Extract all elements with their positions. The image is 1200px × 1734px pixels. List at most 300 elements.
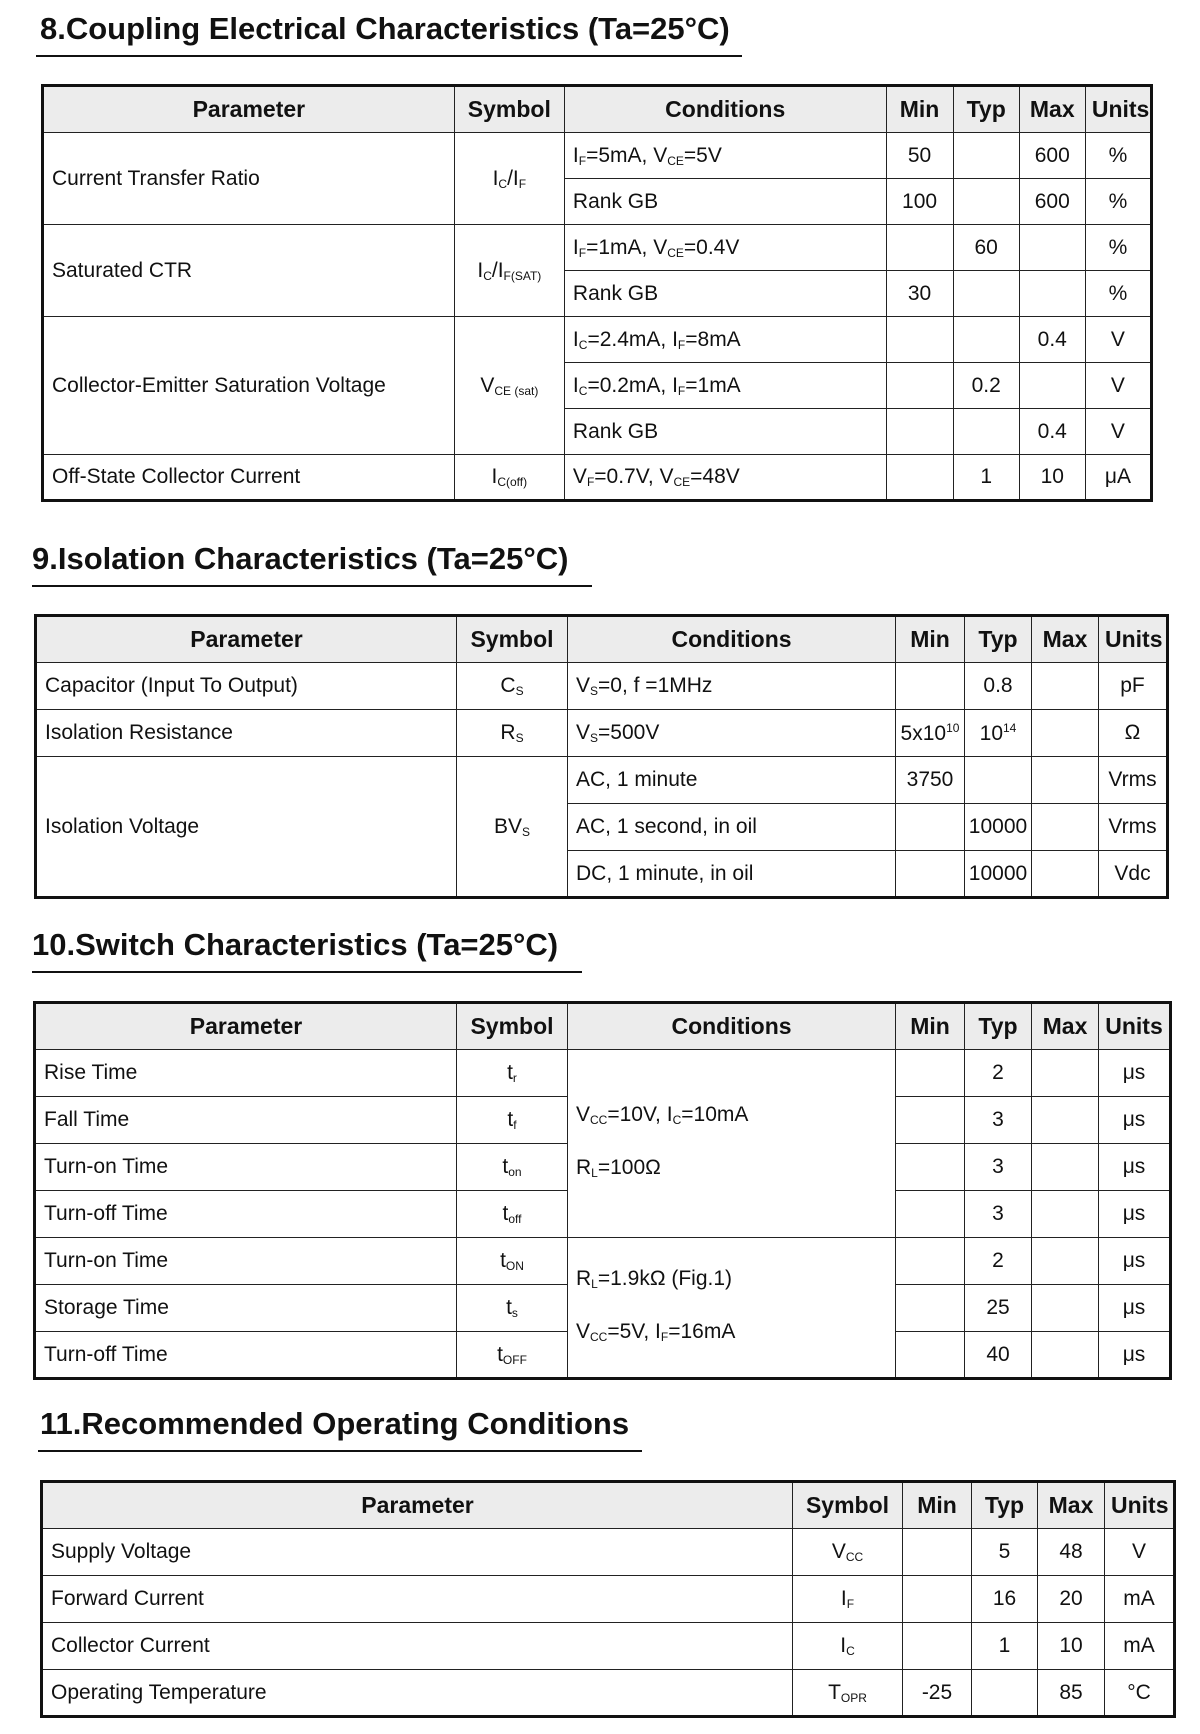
unit-cell: % (1085, 225, 1151, 271)
unit-cell: % (1085, 133, 1151, 179)
min-cell (896, 1238, 965, 1285)
min-cell (896, 851, 965, 898)
header-units: Units (1085, 86, 1151, 133)
condition-cell (564, 317, 886, 363)
condition-cell (564, 409, 886, 455)
unit-cell: V (1105, 1529, 1175, 1576)
unit-cell: Ω (1099, 710, 1168, 757)
typ-cell: 5 (972, 1529, 1038, 1576)
param-cell: Storage Time (35, 1285, 457, 1332)
symbol-cell (793, 1576, 903, 1623)
subscript-text: F (518, 176, 527, 191)
main-text: /I (507, 166, 519, 190)
symbol-cell (457, 1238, 568, 1285)
symbol-cell (457, 757, 568, 898)
main-text: AC, 1 minute (576, 768, 698, 791)
main-text: R (500, 721, 516, 744)
param-cell: Operating Temperature (42, 1670, 793, 1717)
unit-cell: pF (1099, 663, 1168, 710)
symbol-cell (793, 1623, 903, 1670)
condition-group-b (568, 1238, 896, 1379)
header-parameter: Parameter (36, 616, 457, 663)
symbol-cell (457, 663, 568, 710)
min-cell (896, 1097, 965, 1144)
min-cell (896, 1144, 965, 1191)
main-text: R (576, 1266, 592, 1290)
table-row (42, 1529, 1175, 1576)
header-min: Min (886, 86, 953, 133)
subscript-text: S (515, 731, 524, 745)
main-text: V (572, 465, 587, 488)
main-text: /I (491, 258, 504, 282)
typ-cell: 40 (965, 1332, 1032, 1379)
unit-cell: μs (1099, 1050, 1171, 1097)
min-cell (903, 1576, 972, 1623)
max-cell: 48 (1038, 1529, 1105, 1576)
min-base: 5x10 (900, 721, 947, 745)
condition-cell (564, 179, 886, 225)
condition-cell (564, 455, 886, 501)
header-conditions: Conditions (568, 616, 896, 663)
min-cell (886, 363, 953, 409)
main-text: BV (493, 814, 522, 838)
param-cell: Isolation Resistance (36, 710, 457, 757)
max-cell (1032, 1050, 1099, 1097)
max-cell (1032, 1097, 1099, 1144)
subscript-text: F (677, 337, 686, 352)
section-9-title: 9.Isolation Characteristics (Ta=25°C) (32, 541, 569, 576)
header-symbol: Symbol (454, 86, 564, 133)
typ-cell (953, 133, 1019, 179)
main-text: t (502, 1155, 509, 1178)
max-cell: 600 (1019, 179, 1085, 225)
min-cell (886, 225, 953, 271)
unit-cell: μs (1099, 1144, 1171, 1191)
symbol-cell (457, 1285, 568, 1332)
symbol-cell (454, 225, 564, 317)
main-text: =0.2mA, I (587, 373, 678, 397)
typ-cell: 10000 (965, 804, 1032, 851)
typ-cell (965, 757, 1032, 804)
main-text: =16mA (668, 1319, 736, 1343)
main-text: =500V (598, 721, 660, 744)
header-max: Max (1032, 616, 1099, 663)
max-cell: 0.4 (1019, 317, 1085, 363)
header-typ: Typ (965, 1003, 1032, 1050)
typ-cell (953, 317, 1019, 363)
unit-cell: μs (1099, 1332, 1171, 1379)
max-cell (1032, 1191, 1099, 1238)
condition-line (576, 1308, 889, 1361)
min-cell (896, 1191, 965, 1238)
condition-cell (564, 133, 886, 179)
switch-characteristics-table (33, 1001, 1172, 1380)
main-text: DC, 1 minute, in oil (576, 861, 754, 885)
main-text: =10mA (681, 1102, 749, 1126)
unit-cell: μs (1099, 1097, 1171, 1144)
section-11-title: 11.Recommended Operating Conditions (40, 1406, 630, 1441)
header-symbol: Symbol (457, 1003, 568, 1050)
main-text: I (572, 373, 579, 397)
main-text: =0, f =1MHz (598, 674, 713, 697)
max-cell (1032, 1144, 1099, 1191)
main-text: =5V, I (607, 1319, 661, 1343)
condition-line (576, 1091, 889, 1144)
min-cell (896, 663, 965, 710)
typ-cell: 2 (965, 1050, 1032, 1097)
main-text: V (480, 373, 495, 397)
unit-cell: V (1085, 363, 1151, 409)
header-min: Min (896, 1003, 965, 1050)
subscript-text: C (578, 337, 588, 352)
subscript-text: CE (667, 153, 684, 168)
main-text: =100Ω (597, 1155, 661, 1179)
typ-cell (953, 271, 1019, 317)
condition-cell (568, 663, 896, 710)
max-cell (1019, 363, 1085, 409)
typ-cell: 2 (965, 1238, 1032, 1285)
min-cell (886, 409, 953, 455)
param-cell: Forward Current (42, 1576, 793, 1623)
header-typ: Typ (972, 1482, 1038, 1529)
subscript-text: F (660, 1329, 669, 1344)
param-cell: Saturated CTR (43, 225, 455, 317)
main-text: I (491, 465, 498, 488)
header-conditions: Conditions (564, 86, 886, 133)
table-row (43, 225, 1152, 271)
main-text: T (828, 1680, 841, 1704)
main-text: R (576, 1155, 592, 1179)
condition-cell (568, 757, 896, 804)
subscript-text: F (846, 1597, 855, 1611)
subscript-text: C(off) (497, 475, 528, 489)
main-text: V (576, 1102, 591, 1126)
header-typ: Typ (965, 616, 1032, 663)
table-row (43, 133, 1152, 179)
main-text: =0.7V, V (594, 465, 674, 488)
condition-group-a (568, 1050, 896, 1238)
subscript-text: S (515, 684, 524, 698)
min-cell (886, 317, 953, 363)
subscript-text: CE (673, 475, 691, 489)
condition-cell (568, 851, 896, 898)
section-8-title: 8.Coupling Electrical Characteristics (Ta=25°C) (40, 11, 730, 46)
main-text: =0.4V (683, 235, 740, 259)
subscript-text: CC (590, 1112, 608, 1127)
subscript-text: CC (845, 1550, 864, 1564)
symbol-cell (454, 317, 564, 455)
subscript-text: S (590, 731, 599, 745)
typ-exponent: 14 (1003, 720, 1017, 735)
section-10-title: 10.Switch Characteristics (Ta=25°C) (32, 927, 559, 962)
min-exponent: 10 (946, 720, 960, 735)
max-cell (1032, 710, 1099, 757)
isolation-characteristics-table (34, 614, 1169, 899)
symbol-cell (457, 710, 568, 757)
param-cell: Turn-off Time (35, 1332, 457, 1379)
table-row (42, 1670, 1175, 1717)
section-10-underline (32, 971, 582, 973)
typ-cell: 1 (972, 1623, 1038, 1670)
main-text: =48V (690, 465, 740, 488)
subscript-text: F(SAT) (503, 268, 542, 283)
max-cell (1032, 757, 1099, 804)
unit-cell: Vdc (1099, 851, 1168, 898)
max-cell (1019, 225, 1085, 271)
table-row (36, 757, 1168, 804)
subscript-text: S (590, 684, 599, 698)
param-cell: Supply Voltage (42, 1529, 793, 1576)
symbol-cell (793, 1670, 903, 1717)
main-text: t (497, 1342, 503, 1366)
table-row (42, 1623, 1175, 1670)
typ-base: 10 (979, 721, 1003, 745)
unit-cell: °C (1105, 1670, 1175, 1717)
typ-cell: 3 (965, 1191, 1032, 1238)
typ-cell: 3 (965, 1097, 1032, 1144)
main-text: =5V (683, 143, 722, 167)
table-header-row (36, 616, 1168, 663)
subscript-text: OPR (840, 1690, 867, 1705)
typ-cell (972, 1670, 1038, 1717)
main-text: I (840, 1587, 847, 1610)
max-cell (1032, 1285, 1099, 1332)
subscript-text: F (586, 475, 595, 489)
main-text: t (506, 1296, 512, 1319)
min-cell (903, 1529, 972, 1576)
header-typ: Typ (953, 86, 1019, 133)
param-cell: Fall Time (35, 1097, 457, 1144)
min-cell (896, 1332, 965, 1379)
header-parameter: Parameter (43, 86, 455, 133)
main-text: V (831, 1540, 846, 1563)
subscript-text: C (578, 383, 588, 398)
unit-cell: μA (1085, 455, 1151, 501)
main-text: I (492, 166, 499, 190)
table-row (43, 455, 1152, 501)
main-text: V (576, 1319, 591, 1343)
max-cell: 0.4 (1019, 409, 1085, 455)
min-cell: -25 (903, 1670, 972, 1717)
main-text: =8mA (685, 327, 741, 351)
max-cell (1032, 804, 1099, 851)
min-cell: 30 (886, 271, 953, 317)
typ-cell: 3 (965, 1144, 1032, 1191)
typ-cell: 16 (972, 1576, 1038, 1623)
condition-cell (568, 804, 896, 851)
table-header-row (42, 1482, 1175, 1529)
param-cell: Isolation Voltage (36, 757, 457, 898)
main-text: =10V, I (607, 1102, 673, 1126)
unit-cell: μs (1099, 1285, 1171, 1332)
main-text: I (572, 235, 579, 259)
main-text: =1mA, V (586, 235, 668, 259)
symbol-cell (457, 1144, 568, 1191)
max-cell (1019, 271, 1085, 317)
condition-line (576, 1144, 889, 1197)
param-cell: Turn-off Time (35, 1191, 457, 1238)
subscript-text: off (508, 1212, 522, 1226)
typ-cell (953, 179, 1019, 225)
typ-cell: 0.2 (953, 363, 1019, 409)
main-text: Rank GB (572, 419, 659, 443)
main-text: V (576, 721, 591, 744)
table-row (35, 1238, 1171, 1285)
condition-cell (564, 271, 886, 317)
main-text: C (500, 674, 516, 697)
condition-cell (568, 710, 896, 757)
header-min: Min (903, 1482, 972, 1529)
header-symbol: Symbol (457, 616, 568, 663)
main-text: AC, 1 second, in oil (576, 815, 757, 838)
param-cell: Off-State Collector Current (43, 455, 455, 501)
subscript-text: C (672, 1112, 682, 1127)
main-text: Rank GB (572, 189, 659, 213)
unit-cell: % (1085, 271, 1151, 317)
unit-cell: μs (1099, 1238, 1171, 1285)
param-cell: Rise Time (35, 1050, 457, 1097)
max-cell (1032, 663, 1099, 710)
typ-cell (965, 710, 1032, 757)
unit-cell: Vrms (1099, 757, 1168, 804)
unit-cell: mA (1105, 1576, 1175, 1623)
typ-cell (953, 409, 1019, 455)
unit-cell: μs (1099, 1191, 1171, 1238)
table-row (43, 317, 1152, 363)
table-header-row (43, 86, 1152, 133)
main-text: I (572, 327, 579, 351)
min-cell (896, 804, 965, 851)
symbol-cell (457, 1332, 568, 1379)
section-8-underline (36, 55, 742, 57)
min-cell (896, 1285, 965, 1332)
param-cell: Capacitor (Input To Output) (36, 663, 457, 710)
typ-cell: 1 (953, 455, 1019, 501)
table-header-row (35, 1003, 1171, 1050)
subscript-text: ON (505, 1259, 524, 1273)
header-symbol: Symbol (793, 1482, 903, 1529)
typ-cell: 10000 (965, 851, 1032, 898)
header-parameter: Parameter (35, 1003, 457, 1050)
subscript-text: s (511, 1306, 518, 1320)
symbol-cell (454, 133, 564, 225)
max-cell (1032, 1238, 1099, 1285)
header-units: Units (1099, 1003, 1171, 1050)
subscript-text: F (578, 153, 587, 168)
main-text: I (572, 143, 579, 167)
symbol-cell (454, 455, 564, 501)
subscript-text: F (677, 383, 686, 398)
param-cell: Turn-on Time (35, 1238, 457, 1285)
typ-cell: 60 (953, 225, 1019, 271)
symbol-cell (457, 1050, 568, 1097)
min-cell (896, 1050, 965, 1097)
subscript-text: F (578, 245, 587, 260)
typ-cell: 25 (965, 1285, 1032, 1332)
max-cell: 10 (1019, 455, 1085, 501)
subscript-text: CE (667, 245, 684, 260)
condition-cell (564, 225, 886, 271)
main-text: t (507, 1108, 514, 1131)
subscript-text: CE (sat) (494, 383, 539, 398)
main-text: I (477, 258, 484, 282)
main-text: Rank GB (572, 281, 659, 305)
main-text: t (500, 1249, 506, 1272)
main-text: =1mA (685, 373, 741, 397)
section-9-underline (32, 585, 592, 587)
condition-cell (564, 363, 886, 409)
max-cell: 20 (1038, 1576, 1105, 1623)
main-text: =5mA, V (586, 143, 668, 167)
subscript-text: C (498, 176, 508, 191)
header-units: Units (1099, 616, 1168, 663)
header-units: Units (1105, 1482, 1175, 1529)
section-11-underline (38, 1450, 642, 1452)
coupling-characteristics-table (41, 84, 1153, 502)
condition-line (576, 1255, 889, 1308)
unit-cell: V (1085, 409, 1151, 455)
header-parameter: Parameter (42, 1482, 793, 1529)
param-cell: Collector-Emitter Saturation Voltage (43, 317, 455, 455)
unit-cell: % (1085, 179, 1151, 225)
main-text: t (507, 1061, 513, 1084)
subscript-text: CC (590, 1329, 608, 1344)
subscript-text: C (846, 1644, 855, 1658)
max-cell (1032, 1332, 1099, 1379)
main-text: I (840, 1634, 847, 1657)
header-max: Max (1032, 1003, 1099, 1050)
subscript-text: S (522, 824, 531, 839)
max-cell: 10 (1038, 1623, 1105, 1670)
unit-cell: V (1085, 317, 1151, 363)
symbol-cell (793, 1529, 903, 1576)
min-cell (886, 455, 953, 501)
main-text: t (502, 1202, 509, 1225)
main-text: =2.4mA, I (587, 327, 678, 351)
param-cell: Collector Current (42, 1623, 793, 1670)
unit-cell: mA (1105, 1623, 1175, 1670)
max-cell (1032, 851, 1099, 898)
header-min: Min (896, 616, 965, 663)
min-cell: 3750 (896, 757, 965, 804)
min-cell: 100 (886, 179, 953, 225)
subscript-text: r (512, 1071, 517, 1085)
unit-cell: Vrms (1099, 804, 1168, 851)
main-text: V (576, 674, 591, 697)
table-row (36, 663, 1168, 710)
table-row (35, 1050, 1171, 1097)
min-cell: 50 (886, 133, 953, 179)
subscript-text: L (591, 1276, 598, 1291)
main-text: =1.9kΩ (Fig.1) (597, 1266, 733, 1290)
header-max: Max (1019, 86, 1085, 133)
header-max: Max (1038, 1482, 1105, 1529)
min-cell (903, 1623, 972, 1670)
max-cell: 85 (1038, 1670, 1105, 1717)
subscript-text: f (513, 1118, 517, 1132)
subscript-text: on (508, 1165, 522, 1179)
header-conditions: Conditions (568, 1003, 896, 1050)
symbol-cell (457, 1191, 568, 1238)
subscript-text: OFF (502, 1352, 527, 1367)
table-row (36, 710, 1168, 757)
min-cell (896, 710, 965, 757)
operating-conditions-table (40, 1480, 1176, 1718)
subscript-text: C (483, 268, 492, 283)
subscript-text: L (591, 1165, 598, 1180)
symbol-cell (457, 1097, 568, 1144)
param-cell: Turn-on Time (35, 1144, 457, 1191)
